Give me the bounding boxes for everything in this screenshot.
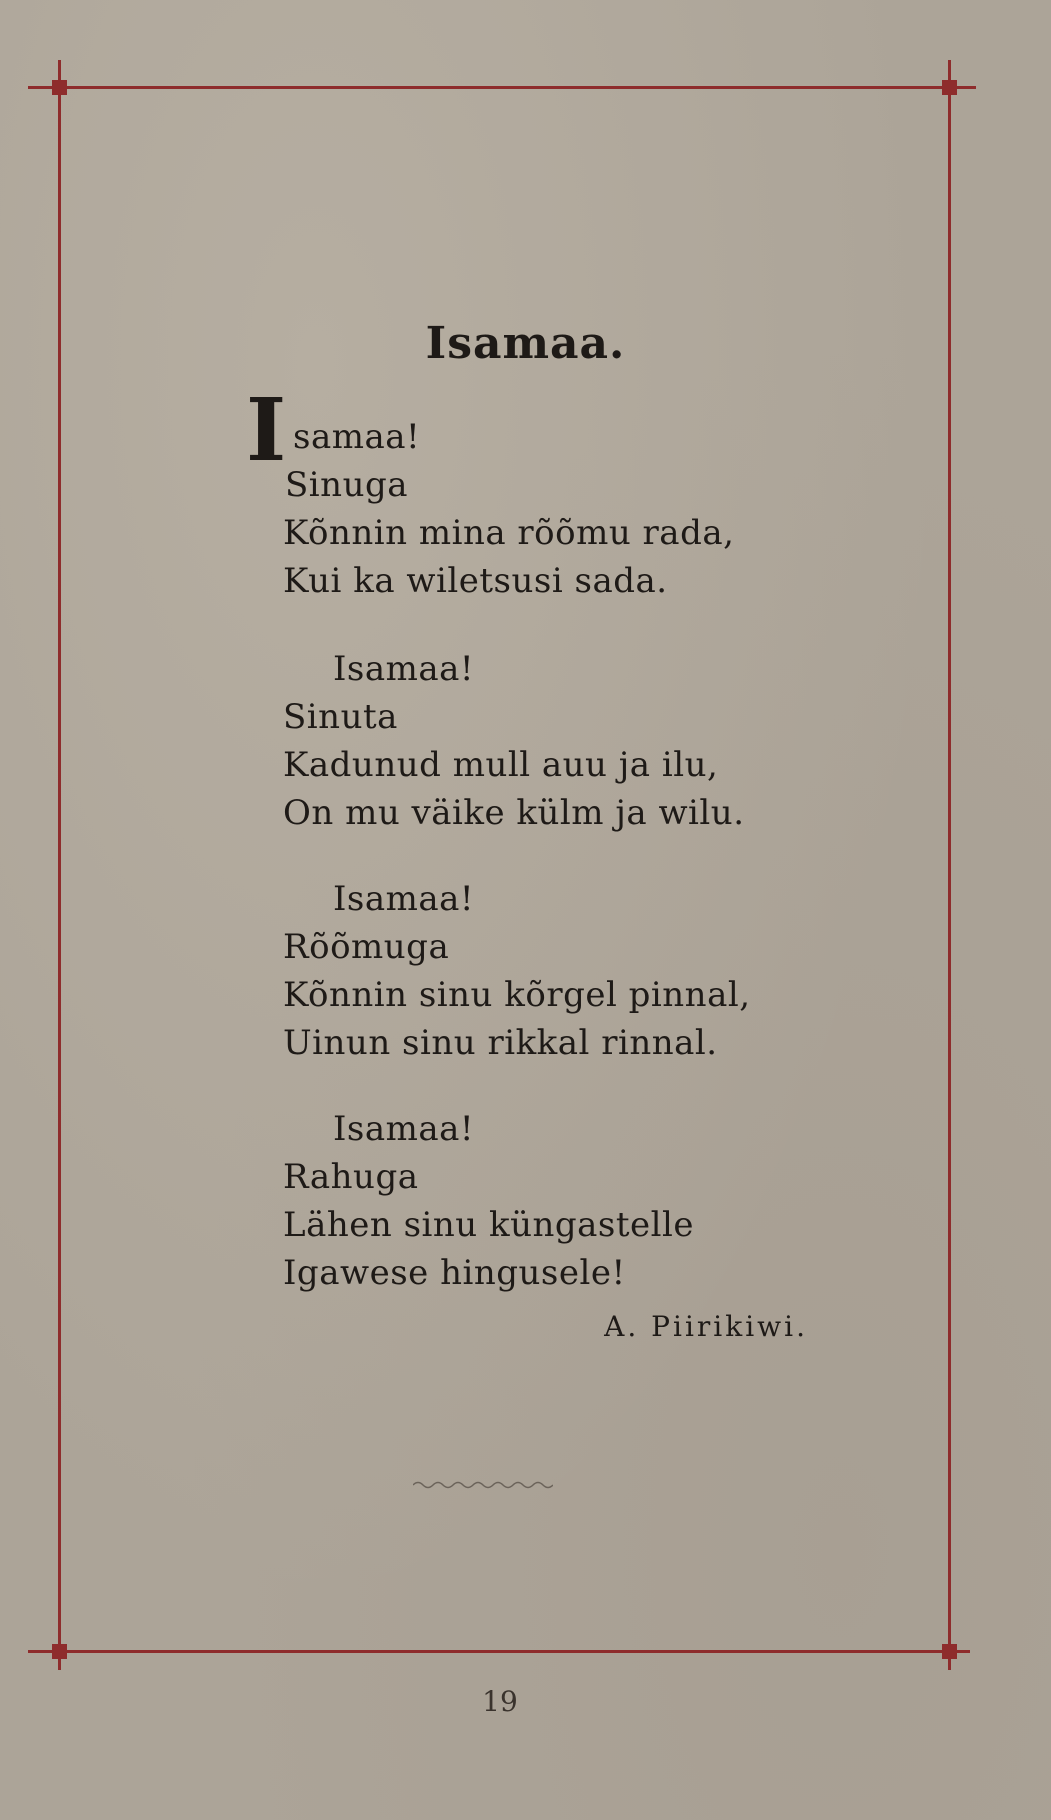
poem-line: Isamaa!: [333, 1109, 475, 1149]
poem-line: Isamaa!: [333, 649, 475, 689]
poem-line: Kadunud mull auu ja ilu,: [283, 745, 719, 785]
poem-line: Lähen sinu küngastelle: [283, 1205, 695, 1245]
poem-line: Sinuga: [285, 465, 408, 505]
poem-line: Rahuga: [283, 1157, 419, 1197]
author-signature: A. Piirikiwi.: [604, 1310, 808, 1343]
corner-ornament: [52, 1644, 67, 1659]
poem-line: Uinun sinu rikkal rinnal.: [283, 1023, 718, 1063]
stanza-4: [283, 1105, 694, 1297]
poem-line: Rõõmuga: [283, 927, 450, 967]
drop-cap: I: [246, 380, 287, 481]
page-number: 19: [482, 1685, 518, 1718]
poem-line: Kõnnin mina rõõmu rada,: [283, 513, 735, 553]
poem-line: samaa!: [293, 417, 421, 457]
border-right: [948, 60, 951, 1670]
stanza-2: [283, 645, 745, 837]
corner-ornament: [52, 80, 67, 95]
poem-line: Kõnnin sinu kõrgel pinnal,: [283, 975, 751, 1015]
stanza-3: [283, 875, 751, 1067]
corner-ornament: [942, 80, 957, 95]
poem-line: Igawese hingusele!: [283, 1253, 626, 1293]
poem-line: Kui ka wiletsusi sada.: [283, 561, 668, 601]
poem-line: Sinuta: [283, 697, 398, 737]
poem-line: Isamaa!: [333, 879, 475, 919]
wavy-divider: [413, 1478, 553, 1492]
border-bottom: [28, 1650, 970, 1653]
poem-line: On mu väike külm ja wilu.: [283, 793, 745, 833]
stanza-1: [283, 413, 734, 605]
border-top: [28, 86, 976, 89]
poem-title: Isamaa.: [425, 318, 626, 369]
corner-ornament: [942, 1644, 957, 1659]
border-left: [58, 60, 61, 1670]
